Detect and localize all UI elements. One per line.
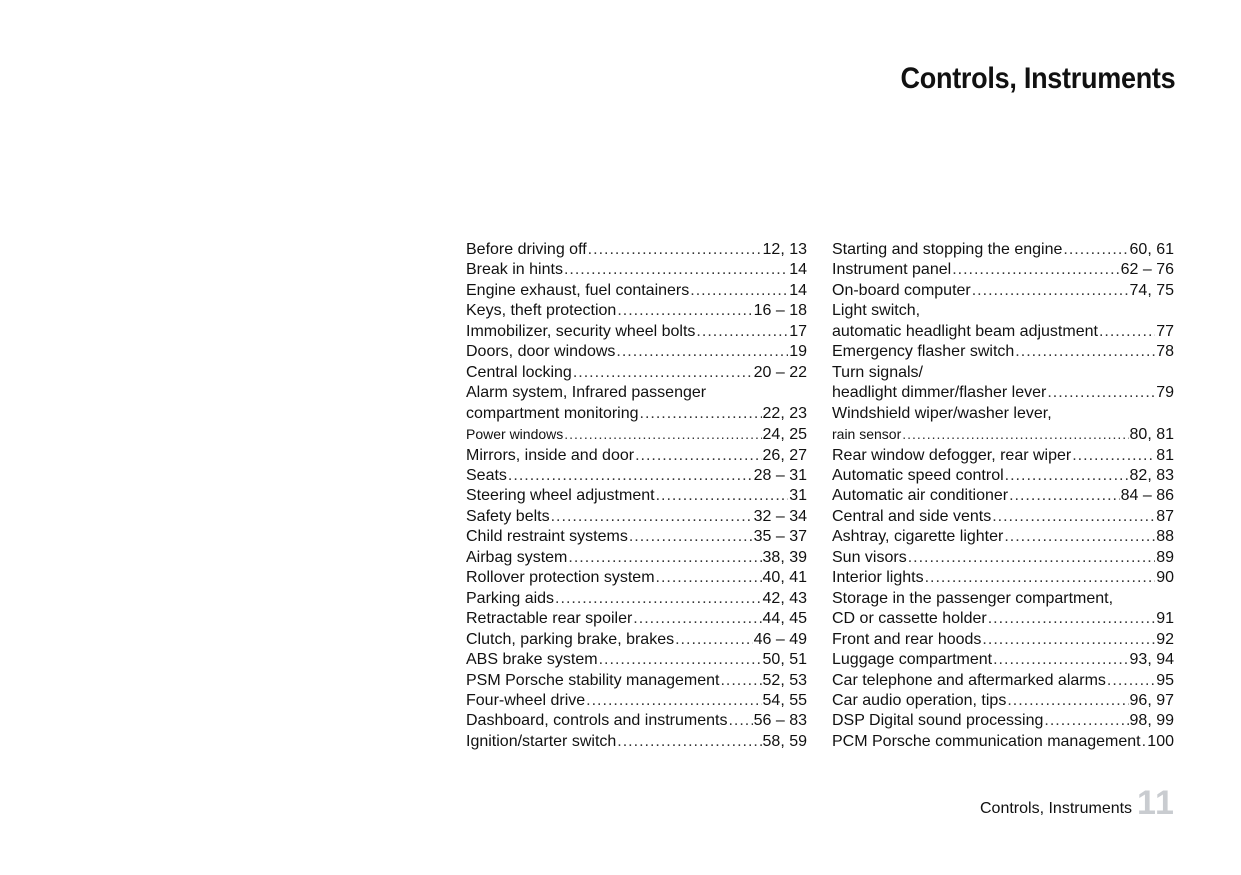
toc-entry-label: Seats — [466, 466, 507, 484]
toc-entry[interactable] — [466, 650, 807, 670]
toc-entry[interactable] — [832, 260, 1174, 280]
toc-entry-pages: 88 — [1156, 528, 1174, 546]
toc-leader-dots — [720, 671, 761, 691]
toc-entry[interactable] — [832, 711, 1174, 731]
toc-entry-pages: 91 — [1156, 610, 1174, 628]
toc-entry-pages: 74, 75 — [1129, 281, 1174, 299]
toc-leader-dots — [1044, 711, 1128, 731]
toc-leader-dots — [508, 466, 753, 486]
toc-leader-dots — [635, 446, 761, 466]
toc-entry[interactable] — [832, 527, 1174, 547]
toc-entry-label: Before driving off — [466, 241, 587, 258]
toc-entry[interactable] — [832, 609, 1174, 629]
toc-entry-label: Mirrors, inside and door — [466, 446, 635, 464]
toc-entry[interactable] — [832, 568, 1174, 588]
toc-leader-dots — [1063, 240, 1128, 260]
toc-leader-dots — [902, 424, 1128, 444]
toc-leader-dots — [640, 404, 762, 424]
toc-entry-label: Central locking — [466, 363, 572, 381]
toc-leader-dots — [1107, 671, 1155, 691]
toc-leader-dots — [1072, 446, 1155, 466]
toc-entry[interactable] — [466, 322, 807, 342]
toc-leader-dots — [656, 568, 762, 588]
toc-entry[interactable] — [466, 711, 807, 731]
toc-entry-pages: 95 — [1156, 671, 1174, 689]
toc-entry-pages: 84 – 86 — [1120, 487, 1174, 505]
toc-entry-label: Automatic speed control — [832, 466, 1004, 484]
toc-entry[interactable] — [466, 589, 807, 609]
toc-entry[interactable] — [466, 527, 807, 547]
toc-entry-pages: 77 — [1156, 322, 1174, 340]
toc-entry-label: Retractable rear spoiler — [466, 610, 633, 628]
toc-leader-dots — [675, 630, 753, 650]
toc-entry-pages: 62 – 76 — [1120, 261, 1174, 279]
toc-entry-pages: 24, 25 — [762, 426, 807, 444]
toc-leader-dots — [982, 630, 1155, 650]
toc-entry[interactable] — [466, 548, 807, 568]
toc-leader-dots — [908, 548, 1156, 568]
toc-entry-label: compartment monitoring — [466, 404, 639, 422]
toc-entry-label: Luggage compartment — [832, 651, 993, 669]
toc-leader-dots — [992, 507, 1155, 527]
toc-entry-pages: 56 – 83 — [753, 712, 807, 730]
toc-entry[interactable] — [466, 732, 807, 752]
toc-leader-dots — [1015, 342, 1155, 362]
toc-entry-pages: 16 – 18 — [753, 302, 807, 320]
toc-entry-continued[interactable] — [466, 383, 807, 403]
toc-entry[interactable] — [466, 260, 807, 280]
toc-leader-dots — [952, 260, 1119, 280]
toc-entry[interactable] — [466, 301, 807, 321]
toc-entry[interactable] — [832, 383, 1174, 403]
toc-entry-label: Doors, door windows — [466, 343, 616, 361]
toc-entry-pages: 35 – 37 — [753, 528, 807, 546]
toc-entry[interactable] — [832, 466, 1174, 486]
toc-entry-label: Ashtray, cigarette lighter — [832, 528, 1004, 546]
toc-entry[interactable] — [832, 342, 1174, 362]
toc-entry-label: Instrument panel — [832, 261, 952, 279]
toc-entry-pages: 31 — [789, 487, 807, 505]
toc-leader-dots — [1009, 486, 1120, 506]
toc-leader-dots — [972, 281, 1129, 301]
page-number: 11 — [1137, 784, 1175, 822]
toc-entry-pages: 32 – 34 — [753, 507, 807, 525]
toc-entry-label: Four-wheel drive — [466, 691, 586, 709]
toc-entry-pages: 82, 83 — [1129, 466, 1174, 484]
toc-entry-label: Sun visors — [832, 548, 907, 566]
toc-entry[interactable] — [466, 466, 807, 486]
toc-entry-pages: 17 — [789, 322, 807, 340]
toc-entry-label: Immobilizer, security wheel bolts — [466, 322, 696, 340]
toc-entry-label: Emergency flasher switch — [832, 343, 1015, 361]
toc-entry-label: Car telephone and aftermarked alarms — [832, 671, 1106, 689]
toc-entry-label: DSP Digital sound processing — [832, 712, 1044, 730]
toc-entry-pages: 60, 61 — [1129, 241, 1174, 258]
toc-entry-pages: 12, 13 — [762, 241, 807, 258]
toc-entry-pages: 93, 94 — [1129, 651, 1174, 669]
toc-entry-pages: 38, 39 — [762, 548, 807, 566]
toc-leader-dots — [588, 240, 762, 260]
toc-entry[interactable] — [466, 404, 807, 424]
toc-leader-dots — [555, 589, 761, 609]
toc-entry-pages: 14 — [789, 281, 807, 299]
toc-entry[interactable] — [466, 240, 807, 260]
toc-entry[interactable] — [832, 486, 1174, 506]
toc-entry-pages: 44, 45 — [762, 610, 807, 628]
toc-entry-label: automatic headlight beam adjustment — [832, 322, 1098, 340]
toc-entry-label: Starting and stopping the engine — [832, 241, 1063, 258]
toc-entry[interactable] — [466, 671, 807, 691]
footer-section-label: Controls, Instruments — [980, 800, 1133, 817]
toc-entry[interactable] — [832, 240, 1174, 260]
toc-leader-dots — [617, 732, 761, 752]
toc-leader-dots — [728, 711, 752, 731]
toc-entry-pages: 40, 41 — [762, 569, 807, 587]
toc-entry-label: CD or cassette holder — [832, 610, 987, 628]
toc-entry-label: Storage in the passenger compartment, — [832, 589, 1114, 607]
toc-leader-dots — [1099, 322, 1155, 342]
toc-entry-label: Central and side vents — [832, 507, 992, 525]
toc-leader-dots — [1007, 691, 1128, 711]
toc-leader-dots — [629, 527, 753, 547]
toc-entry[interactable] — [466, 507, 807, 527]
toc-entry-pages: 20 – 22 — [753, 363, 807, 381]
toc-leader-dots — [564, 260, 788, 280]
toc-entry-label: PSM Porsche stability management — [466, 671, 720, 689]
toc-leader-dots — [633, 609, 761, 629]
toc-entry-label: Rear window defogger, rear wiper — [832, 446, 1072, 464]
toc-column-left — [466, 240, 807, 752]
toc-entry[interactable] — [832, 446, 1174, 466]
page-title: Controls, Instruments — [900, 62, 1175, 95]
toc-entry-pages: 28 – 31 — [753, 466, 807, 484]
toc-entry[interactable] — [466, 424, 807, 445]
toc-entry-pages: 87 — [1156, 507, 1174, 525]
toc-leader-dots — [599, 650, 762, 670]
toc-leader-dots — [1005, 466, 1129, 486]
toc-entry-continued[interactable] — [832, 301, 1174, 321]
toc-entry[interactable] — [466, 342, 807, 362]
toc-entry-label: rain sensor — [832, 426, 902, 443]
toc-entry-pages: 22, 23 — [762, 404, 807, 422]
toc-leader-dots — [586, 691, 761, 711]
toc-column-right — [832, 240, 1174, 752]
toc-leader-dots — [564, 424, 761, 444]
toc-entry-label: Automatic air conditioner — [832, 487, 1009, 505]
toc-entry-pages: 42, 43 — [762, 589, 807, 607]
toc-leader-dots — [616, 342, 788, 362]
toc-entry-label: Clutch, parking brake, brakes — [466, 630, 675, 648]
toc-entry-pages: 98, 99 — [1129, 712, 1174, 730]
toc-entry[interactable] — [832, 548, 1174, 568]
toc-entry-label: Interior lights — [832, 569, 924, 587]
toc-entry[interactable] — [832, 281, 1174, 301]
toc-entry[interactable] — [466, 568, 807, 588]
toc-entry-label: PCM Porsche communication management — [832, 732, 1141, 750]
toc-leader-dots — [993, 650, 1128, 670]
toc-entry-pages: 79 — [1156, 384, 1174, 402]
toc-entry-pages: 89 — [1156, 548, 1174, 566]
toc-entry-label: Break in hints — [466, 261, 563, 279]
toc-entry-label: Child restraint systems — [466, 528, 628, 546]
toc-leader-dots — [696, 322, 788, 342]
toc-leader-dots — [1004, 527, 1155, 547]
toc-entry-label: Ignition/starter switch — [466, 732, 617, 750]
toc-leader-dots — [1047, 383, 1155, 403]
toc-entry-pages: 92 — [1156, 630, 1174, 648]
toc-entry-continued[interactable] — [832, 363, 1174, 383]
toc-leader-dots — [690, 281, 788, 301]
toc-entry-pages: 58, 59 — [762, 732, 807, 750]
toc-entry-label: Dashboard, controls and instruments — [466, 712, 728, 730]
toc-entry[interactable] — [466, 281, 807, 301]
toc-entry[interactable] — [832, 630, 1174, 650]
toc-entry-pages: 80, 81 — [1129, 426, 1174, 444]
toc-entry[interactable] — [466, 609, 807, 629]
toc-leader-dots — [988, 609, 1155, 629]
toc-entry[interactable] — [832, 650, 1174, 670]
toc-entry[interactable] — [832, 671, 1174, 691]
toc-entry-pages: 100 — [1147, 732, 1174, 750]
toc-entry[interactable] — [466, 363, 807, 383]
toc-entry-label: Parking aids — [466, 589, 555, 607]
toc-entry[interactable] — [832, 691, 1174, 711]
toc-leader-dots — [1142, 732, 1147, 752]
toc-entry[interactable] — [466, 630, 807, 650]
toc-entry[interactable] — [466, 486, 807, 506]
toc-entry-continued[interactable] — [832, 589, 1174, 609]
toc-entry-label: Windshield wiper/washer lever, — [832, 404, 1052, 422]
toc-entry-label: headlight dimmer/flasher lever — [832, 384, 1047, 402]
toc-entry-label: Power windows — [466, 426, 564, 443]
toc-entry-pages: 19 — [789, 343, 807, 361]
toc-leader-dots — [617, 301, 752, 321]
toc-entry-continued[interactable] — [832, 404, 1174, 424]
toc-entry-label: Rollover protection system — [466, 569, 655, 587]
toc-entry[interactable] — [832, 424, 1174, 445]
toc-entry[interactable] — [832, 322, 1174, 342]
toc-entry-label: ABS brake system — [466, 651, 598, 669]
toc-entry-pages: 14 — [789, 261, 807, 279]
toc-leader-dots — [925, 568, 1156, 588]
toc-entry-pages: 50, 51 — [762, 651, 807, 669]
toc-entry-pages: 26, 27 — [762, 446, 807, 464]
toc-entry-pages: 90 — [1156, 569, 1174, 587]
toc-entry[interactable] — [832, 732, 1174, 752]
toc-leader-dots — [656, 486, 789, 506]
toc-entry-label: Light switch, — [832, 302, 921, 320]
toc-entry-pages: 81 — [1156, 446, 1174, 464]
toc-entry-label: Car audio operation, tips — [832, 691, 1007, 709]
toc-entry-label: Airbag system — [466, 548, 568, 566]
toc-entry-label: Front and rear hoods — [832, 630, 982, 648]
toc-entry[interactable] — [832, 507, 1174, 527]
toc-entry-pages: 54, 55 — [762, 691, 807, 709]
toc-entry-label: Steering wheel adjustment — [466, 487, 655, 505]
toc-entry-label: Alarm system, Infrared passenger — [466, 384, 707, 402]
toc-leader-dots — [568, 548, 761, 568]
toc-entry-label: Engine exhaust, fuel containers — [466, 281, 690, 299]
toc-entry-pages: 78 — [1156, 343, 1174, 361]
toc-leader-dots — [551, 507, 753, 527]
toc-entry[interactable] — [466, 691, 807, 711]
toc-entry-label: Turn signals/ — [832, 363, 923, 381]
toc-leader-dots — [573, 363, 753, 383]
toc-entry[interactable] — [466, 446, 807, 466]
toc-entry-pages: 46 – 49 — [753, 630, 807, 648]
toc-entry-pages: 52, 53 — [762, 671, 807, 689]
toc-entry-label: On-board computer — [832, 281, 971, 299]
toc-entry-label: Keys, theft protection — [466, 302, 617, 320]
toc-entry-label: Safety belts — [466, 507, 550, 525]
toc-entry-pages: 96, 97 — [1129, 691, 1174, 709]
